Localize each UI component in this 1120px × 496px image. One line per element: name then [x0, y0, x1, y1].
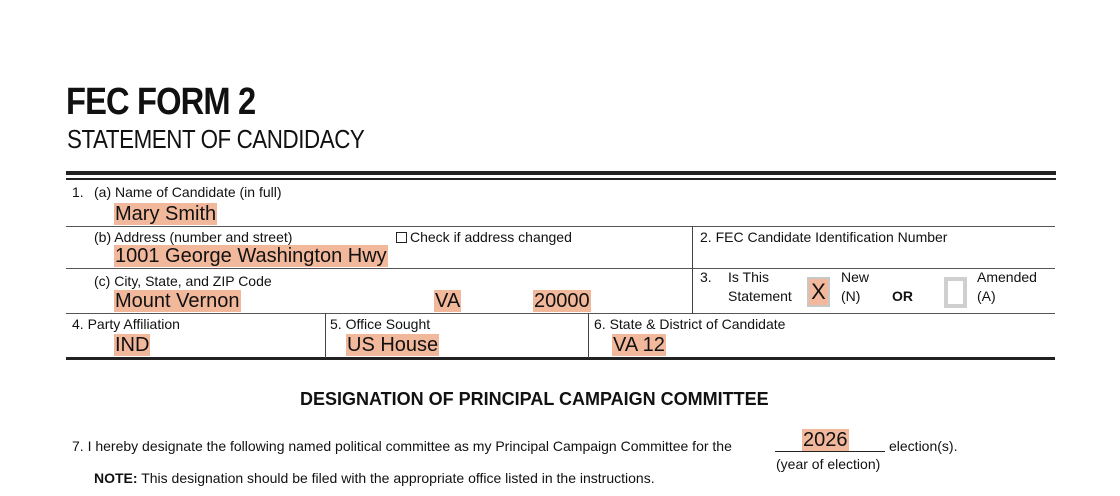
row-divider-1 [66, 226, 1055, 227]
statement-label: Statement [728, 288, 792, 304]
address-changed-label: Check if address changed [410, 229, 572, 245]
office-sought-label: 5. Office Sought [330, 316, 431, 332]
row-divider-3 [66, 313, 1055, 314]
is-this-label: Is This [728, 269, 769, 285]
address-field[interactable]: 1001 George Washington Hwy [115, 245, 387, 267]
city-field[interactable]: Mount Vernon [115, 290, 240, 312]
bottom-rule [66, 357, 1055, 360]
note-text: This designation should be filed with the appropriate office listed in the instructions. [141, 470, 655, 486]
new-statement-checkbox[interactable]: X [807, 277, 830, 307]
city-state-zip-label: (c) City, State, and ZIP Code [94, 273, 272, 289]
note-label: NOTE: [94, 470, 138, 486]
candidate-name-label: (a) Name of Candidate (in full) [94, 184, 282, 200]
row-divider-2 [66, 268, 1055, 269]
col-divider-right [692, 226, 693, 314]
note-row [94, 470, 655, 486]
form-title: FEC FORM 2 [66, 81, 256, 123]
address-label: (b) Address (number and street) [94, 229, 293, 245]
amended-statement-checkbox[interactable] [944, 277, 967, 308]
candidate-name-field[interactable]: Mary Smith [115, 203, 217, 225]
election-suffix: election(s). [889, 438, 958, 454]
designation-section-title: DESIGNATION OF PRINCIPAL CAMPAIGN COMMITTEE [300, 389, 769, 409]
year-caption: (year of election) [776, 456, 881, 472]
address-changed-checkbox-row[interactable] [396, 229, 572, 245]
item1-number: 1. [72, 184, 84, 200]
address-changed-checkbox[interactable] [396, 232, 407, 243]
top-rule-thin [66, 178, 1056, 180]
col-divider-5-6 [588, 313, 589, 358]
party-affiliation-label: 4. Party Affiliation [72, 316, 180, 332]
office-sought-field[interactable]: US House [347, 334, 439, 356]
state-field[interactable]: VA [435, 290, 461, 312]
election-year-field[interactable]: 2026 [803, 429, 848, 451]
item3-number: 3. [700, 269, 712, 285]
zip-field[interactable]: 20000 [534, 290, 590, 312]
amended-code-label: (A) [977, 288, 996, 304]
year-underline [775, 451, 885, 452]
new-code-label: (N) [841, 288, 861, 304]
fec-id-field[interactable] [700, 246, 1050, 266]
party-affiliation-field[interactable]: IND [115, 334, 150, 356]
item7-text: 7. I hereby designate the following named political committee as my Principal Campaign Committee for the [72, 438, 732, 454]
form-subtitle: STATEMENT OF CANDIDACY [67, 124, 365, 154]
state-district-field[interactable]: VA 12 [613, 334, 665, 356]
amended-label: Amended [977, 269, 1037, 285]
fec-id-label: 2. FEC Candidate Identification Number [700, 229, 948, 245]
new-label: New [841, 269, 870, 285]
top-rule-thick [66, 171, 1056, 175]
or-label: OR [892, 288, 913, 304]
state-district-label: 6. State & District of Candidate [594, 316, 786, 332]
col-divider-4-5 [325, 313, 326, 358]
